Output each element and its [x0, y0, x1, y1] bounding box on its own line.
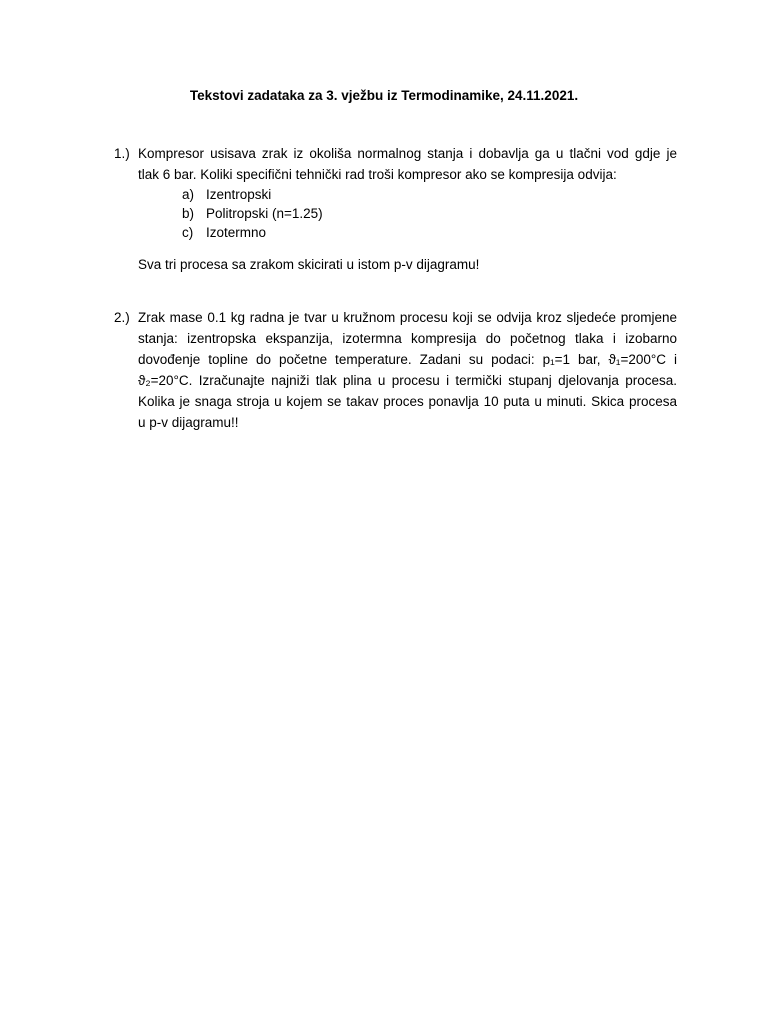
task-text-line: tlak 6 bar. Koliki specifični tehnički rad troši kompresor ako se kompresija odvija: [138, 167, 617, 182]
task-text-line: Zrak mase 0.1 kg radna je tvar u kružnom procesu koji se odvija kroz sljedeće promjene [138, 310, 677, 325]
task-text-line: Kolika je snaga stroja u kojem se takav proces ponavlja 10 puta u minuti. Skica procesa [138, 394, 677, 409]
task-text-line: ϑ₂=20°C. Izračunajte najniži tlak plina u procesu i termički stupanj djelovanja procesa. [138, 373, 677, 388]
task-text-line: u p-v dijagramu!! [138, 415, 239, 430]
option-list [138, 185, 677, 242]
option-item [182, 185, 677, 204]
option-text: Politropski (n=1.25) [206, 206, 323, 221]
task-text-line: Kompresor usisava zrak iz okoliša normalnog stanja i dobavlja ga u tlačni vod gdje je [138, 146, 677, 161]
task-text-line: dovođenje topline do početne temperature. Zadani su podaci: p₁=1 bar, ϑ₁=200°C i [138, 352, 677, 367]
document-title: Tekstovi zadataka za 3. vježbu iz Termodinamike, 24.11.2021. [189, 88, 579, 103]
option-item [182, 204, 677, 223]
task-body [138, 307, 677, 433]
task-number: 2.) [114, 310, 130, 325]
option-item [182, 223, 677, 242]
task-number: 1.) [114, 146, 130, 161]
task-note: Sva tri procesa sa zrakom skicirati u istom p-v dijagramu! [138, 257, 480, 272]
option-letter: a) [182, 187, 195, 202]
task-body [138, 143, 677, 275]
option-text: Izentropski [206, 187, 272, 202]
option-letter: b) [182, 206, 195, 221]
option-letter: c) [182, 225, 194, 240]
option-text: Izotermno [206, 225, 267, 240]
task-text-line: stanja: izentropska ekspanzija, izotermna kompresija do početnog tlaka i izobarno [138, 331, 677, 346]
